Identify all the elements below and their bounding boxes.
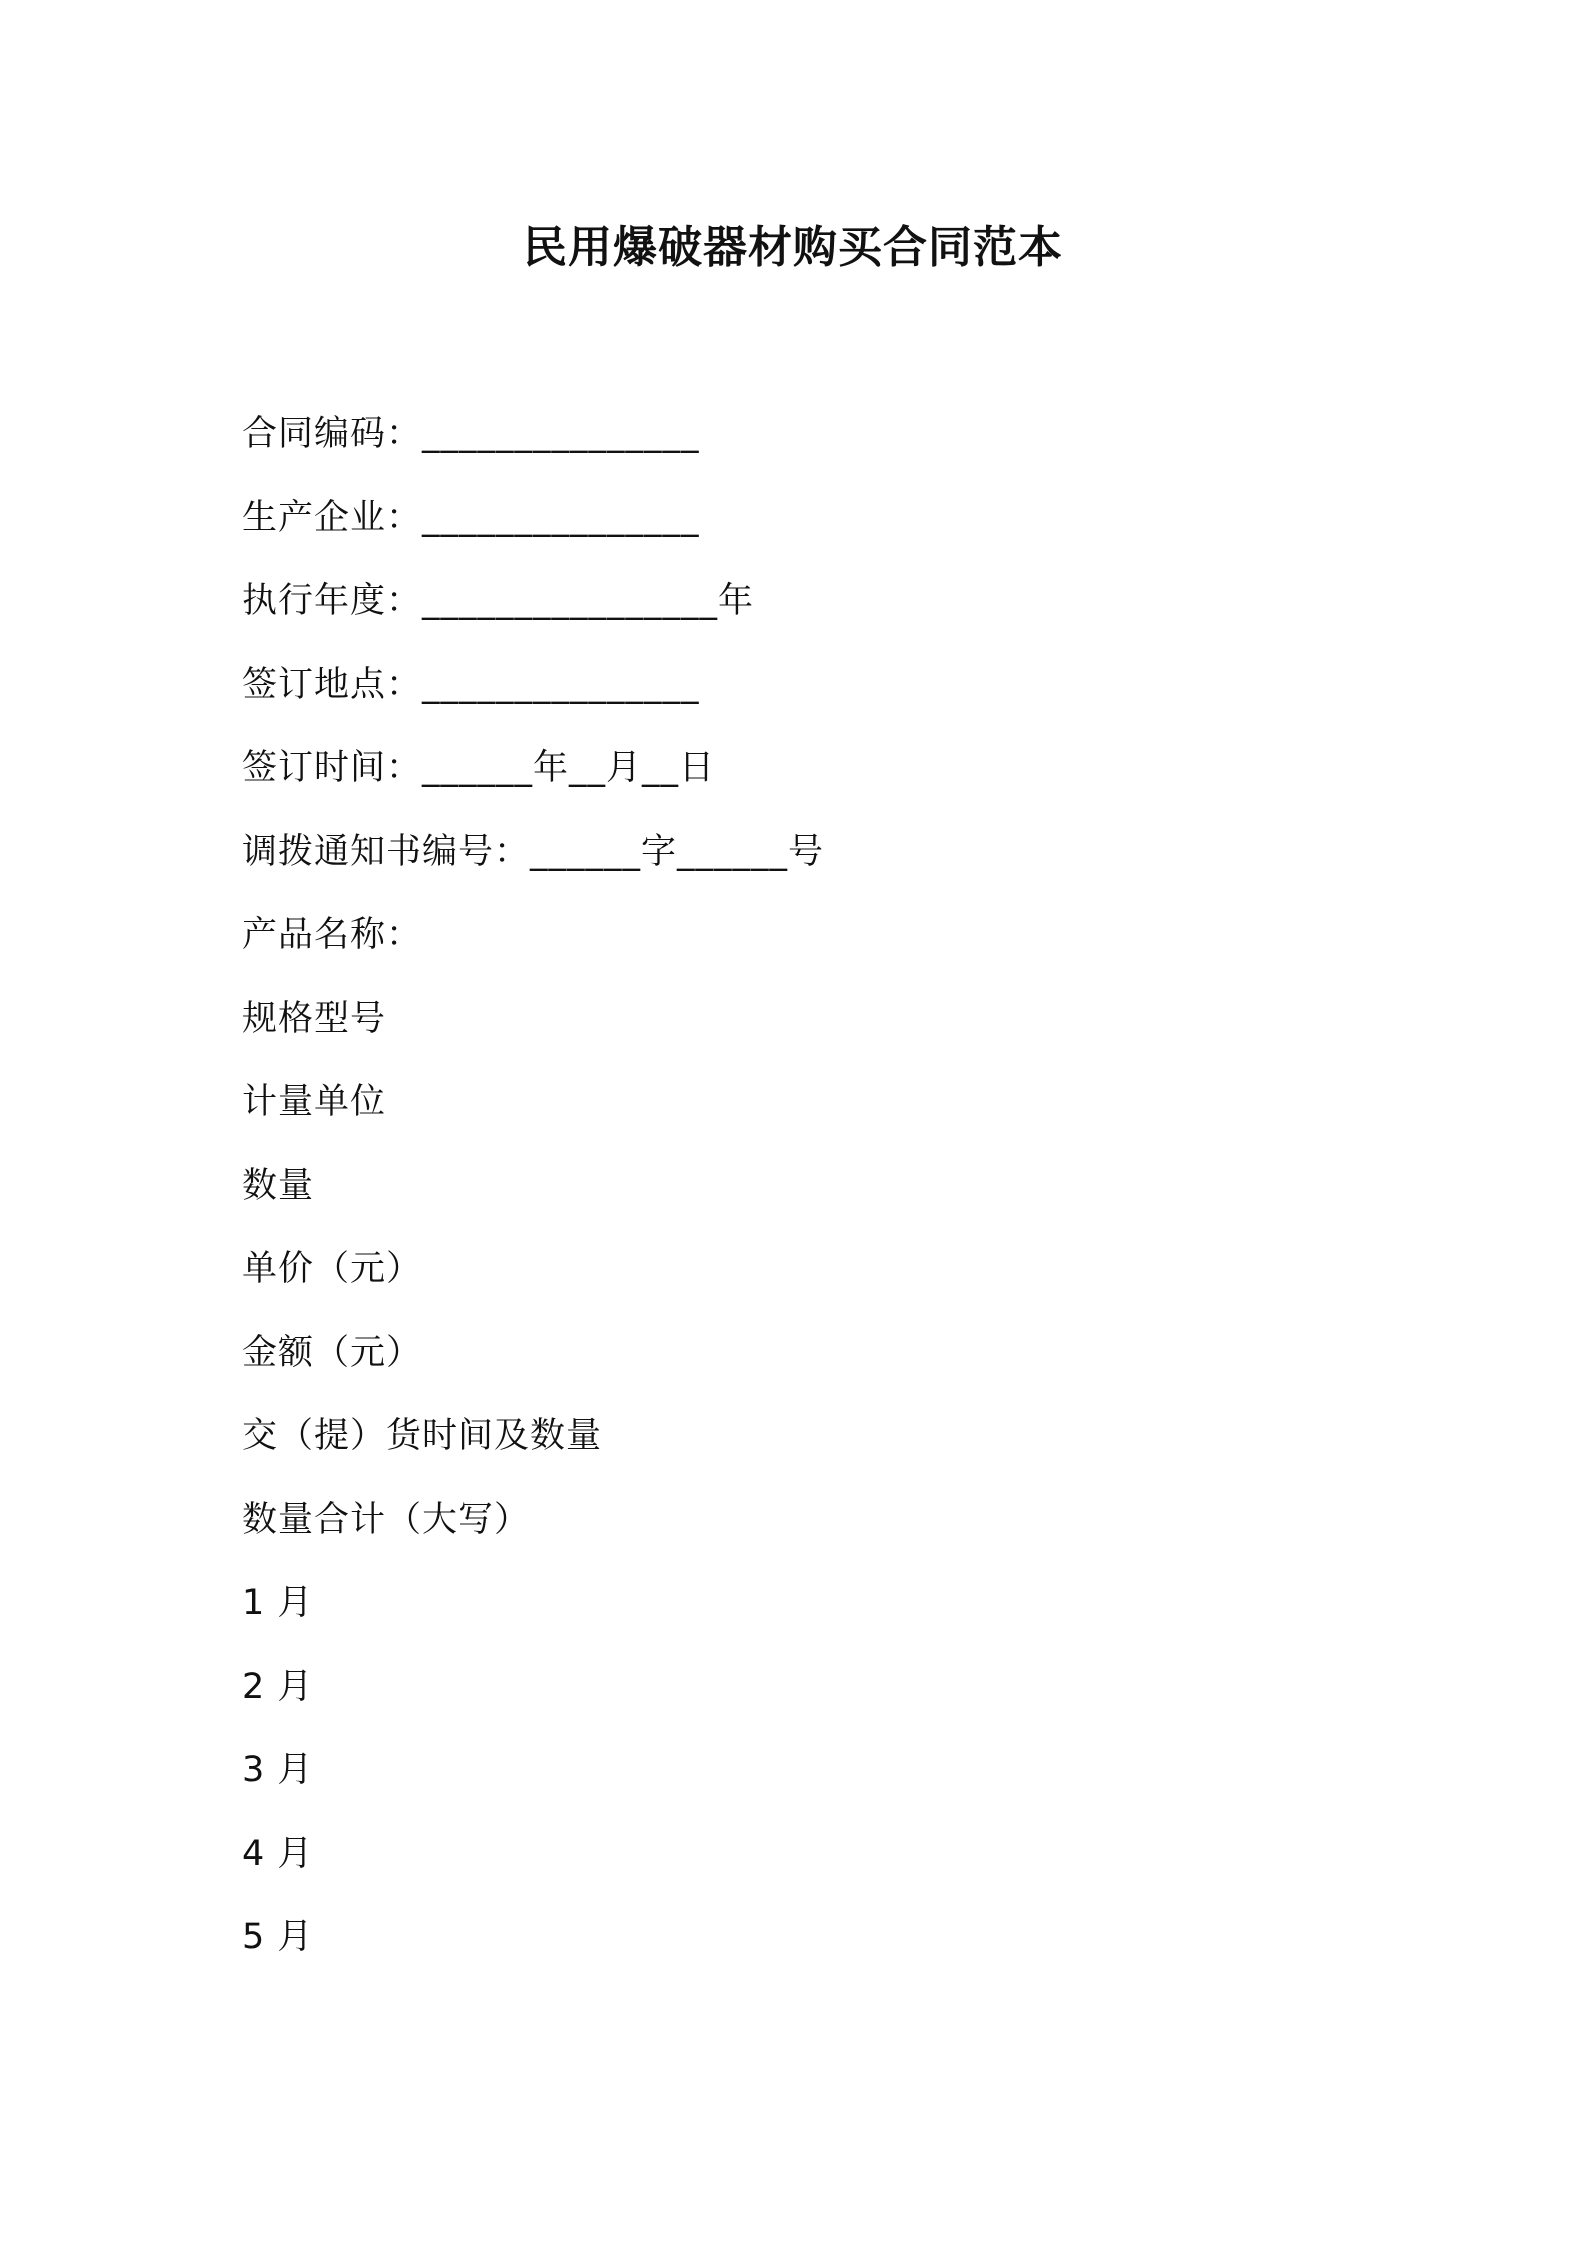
field-amount: 金额（元）	[242, 1332, 423, 1373]
month-line: 3 月	[242, 1750, 314, 1790]
field-signing-place: 签订地点：_______________	[242, 664, 700, 705]
month-line: 4 月	[242, 1833, 314, 1874]
field-unit-price: 单价（元）	[242, 1249, 423, 1289]
field-unit-of-measure: 计量单位	[242, 1082, 387, 1122]
document-body	[242, 404, 1342, 1991]
field-delivery-time-and-quantity: 交（提）货时间及数量	[242, 1416, 603, 1456]
field-execution-year: 执行年度：________________年	[242, 581, 755, 621]
field-signing-date: 签订时间：______年__月__日	[242, 748, 716, 788]
field-quantity: 数量	[242, 1165, 315, 1206]
field-specification-model: 规格型号	[242, 998, 387, 1039]
month-line: 2 月	[242, 1666, 314, 1707]
field-contract-code: 合同编码：_______________	[242, 414, 700, 454]
field-manufacturer: 生产企业：_______________	[242, 497, 700, 538]
month-line: 1 月	[242, 1583, 314, 1623]
document-title: 民用爆破器材购买合同范本	[523, 222, 1063, 273]
field-allocation-notice-number: 调拨通知书编号：______字______号	[242, 831, 825, 872]
field-product-name: 产品名称：	[242, 915, 423, 955]
field-total-quantity-in-words: 数量合计（大写）	[242, 1499, 531, 1540]
month-line: 5 月	[242, 1917, 314, 1957]
